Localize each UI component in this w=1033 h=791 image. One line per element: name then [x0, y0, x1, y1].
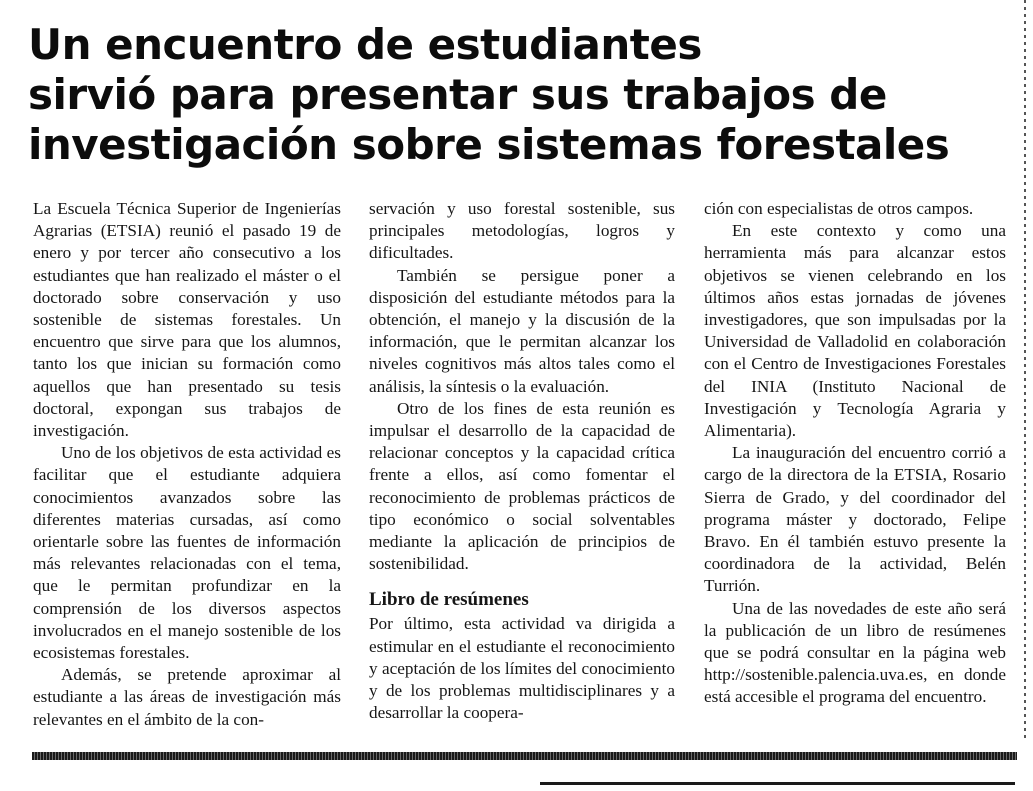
body-paragraph: En este contexto y como una herramienta más para alcanzar estos objetivos se vienen celebrando en los últimos años estas jornadas de jóvenes investigadores, que son impulsadas por la Universidad de Valladolid en colaboración con el Centro de Investigaciones Forestales del INIA (Instituto Nacional de Investigación y Tecnología Agraria y Alimentaria).: [704, 221, 1006, 441]
body-paragraph: Por último, esta actividad va dirigida a estimular en el estudiante el reconocimiento y aceptación de los límites del conocimiento y de los problemas multidisciplinares y a desarrollar la coopera-: [369, 614, 675, 723]
article-column-1: [33, 198, 341, 731]
body-paragraph: ción con especialistas de otros campos.: [704, 199, 974, 218]
body-paragraph: La inauguración del encuentro corrió a cargo de la directora de la ETSIA, Rosario Sierra de Grado, y del coordinador del programa máster y doctorado, Felipe Bravo. En él también estuvo presente la coordinadora de la actividad, Belén Turrión.: [704, 443, 1006, 596]
article-headline: [28, 20, 988, 170]
headline-line: investigación sobre sistemas forestales: [28, 120, 950, 169]
body-paragraph: Otro de los fines de esta reunión es impulsar el desarrollo de la capacidad de relacionar conceptos y la capacidad crítica frente a ellos, así como fomentar el reconocimiento de problemas prácticos de tipo económico o social solventables mediante la aplicación de principios de sostenibilidad.: [369, 398, 675, 574]
body-paragraph: La Escuela Técnica Superior de Ingenierías Agrarias (ETSIA) reunió el pasado 19 de enero y por tercer año consecutivo a los estudiantes que han realizado el máster o el doctorado sobre conservación y uso sostenible de sistemas forestales. Un encuentro que sirve para que los alumnos, tanto los que inician su formación como aquellos que han presentado su tesis doctoral, expongan sus trabajos de investigación.: [33, 199, 341, 441]
body-paragraph: Una de las novedades de este año será la publicación de un libro de resúmenes que se podrá consultar en la página web http://sostenible.palencia.uva.es, en donde está accesible el programa del encuentro.: [704, 598, 1006, 707]
bottom-rule-divider: [32, 752, 1017, 760]
article-column-2: [369, 198, 675, 724]
footer-rule-divider: [540, 782, 1015, 785]
body-paragraph: Además, se pretende aproximar al estudiante a las áreas de investigación más relevantes en el ámbito de la con-: [33, 665, 341, 729]
body-paragraph: También se persigue poner a disposición del estudiante métodos para la obtención, el manejo y la discusión de la información, que le permitan alcanzar los niveles cognitivos más altos tales como el análisis, la síntesis o la evaluación.: [369, 265, 675, 396]
section-subheading: Libro de resúmenes: [369, 589, 529, 611]
headline-line: Un encuentro de estudiantes: [28, 20, 702, 69]
body-paragraph: Uno de los objetivos de esta actividad es facilitar que el estudiante adquiera conocimientos avanzados sobre las diferentes materias cursadas, así como orientarle sobre las fuentes de información más relevantes relacionadas con el tema, que le permitan profundizar en la comprensión de los diversos aspectos involucrados en el manejo sostenible de los ecosistemas forestales.: [33, 443, 341, 663]
page-edge-line: [1024, 0, 1026, 740]
article-column-3: [704, 198, 1006, 709]
headline-line: sirvió para presentar sus trabajos de: [28, 70, 887, 119]
body-paragraph: servación y uso forestal sostenible, sus principales metodologías, logros y dificultades.: [369, 199, 675, 263]
